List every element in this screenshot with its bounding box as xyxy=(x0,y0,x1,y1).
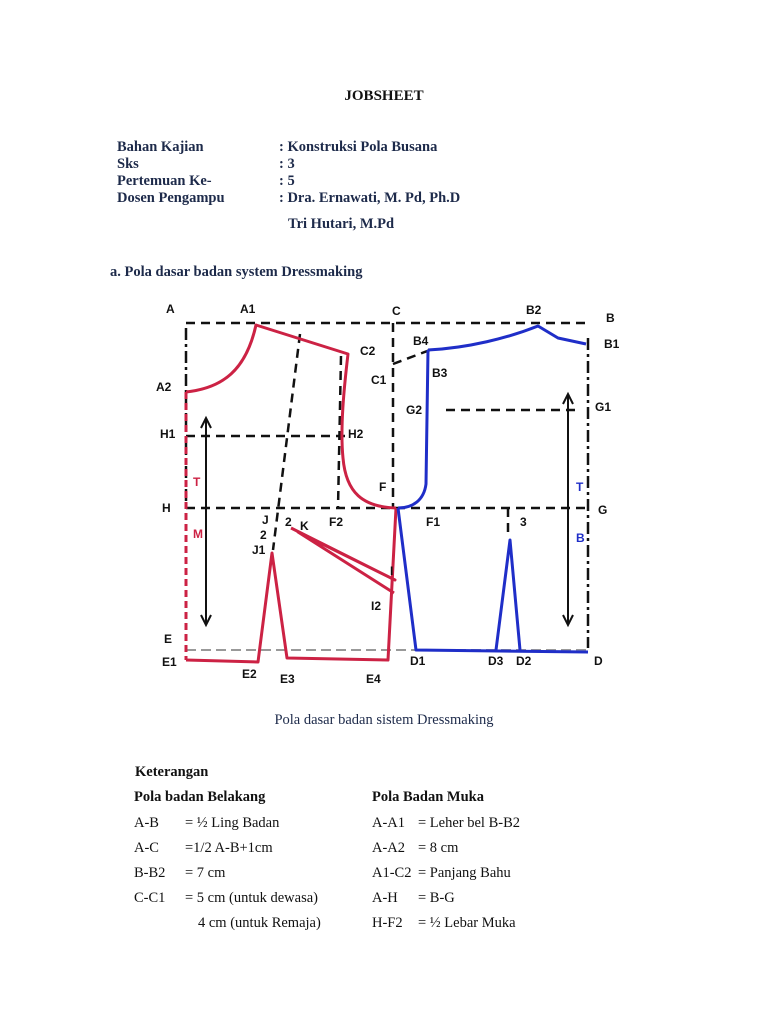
meta-label-bahan-kajian: Bahan Kajian xyxy=(117,139,204,155)
label-D2: D2 xyxy=(516,654,532,668)
meta-label-pertemuan: Pertemuan Ke- xyxy=(117,173,212,189)
label-B4: B4 xyxy=(413,334,429,348)
label-E2: E2 xyxy=(242,667,257,681)
row-left-desc: 4 cm (untuk Remaja) xyxy=(198,915,321,931)
label-M: M xyxy=(193,527,203,541)
meta-value-bahan-kajian: : Konstruksi Pola Busana xyxy=(279,139,438,155)
label-B1: B1 xyxy=(604,337,620,351)
col-head-back: Pola badan Belakang xyxy=(134,789,266,805)
front-dart xyxy=(496,540,520,650)
label-G1: G1 xyxy=(595,400,612,414)
front-shoulder xyxy=(428,326,586,350)
row-left-code: C-C1 xyxy=(134,890,166,906)
row-right-desc: = B-G xyxy=(418,890,455,906)
label-B3: B3 xyxy=(432,366,448,380)
label-D3: D3 xyxy=(488,654,504,668)
label-F: F xyxy=(379,480,387,494)
row-left-code: A-B xyxy=(134,815,159,831)
label-E3: E3 xyxy=(280,672,295,686)
label-C1: C1 xyxy=(371,373,387,387)
label-H2: H2 xyxy=(348,427,364,441)
col-head-front: Pola Badan Muka xyxy=(372,789,484,805)
label-A: A xyxy=(166,302,175,316)
keterangan-heading: Keterangan xyxy=(135,764,209,780)
label-I2: I2 xyxy=(371,599,382,613)
label-C2: C2 xyxy=(360,344,376,358)
figure-caption: Pola dasar badan sistem Dressmaking xyxy=(274,712,494,728)
front-lower-outline xyxy=(398,508,588,652)
label-I: I xyxy=(390,564,394,578)
label-F2: F2 xyxy=(329,515,344,529)
label-A2: A2 xyxy=(156,380,172,394)
label-3: 3 xyxy=(520,515,527,529)
row-left-code: B-B2 xyxy=(134,865,166,881)
label-T-back: T xyxy=(193,475,201,489)
label-E1: E1 xyxy=(162,655,177,669)
label-2b: 2 xyxy=(260,528,267,542)
row-right-desc: = ½ Lebar Muka xyxy=(418,915,516,931)
label-F1: F1 xyxy=(426,515,441,529)
label-A1: A1 xyxy=(240,302,256,316)
back-dart xyxy=(291,528,395,593)
label-J1: J1 xyxy=(252,543,266,557)
label-D: D xyxy=(594,654,603,668)
meta-label-dosen: Dosen Pengampu xyxy=(117,190,225,206)
label-E4: E4 xyxy=(366,672,381,686)
label-K: K xyxy=(300,519,309,533)
label-J: J xyxy=(262,513,269,527)
front-armhole xyxy=(398,350,428,508)
row-right-desc: = Panjang Bahu xyxy=(418,865,511,881)
label-B-front: B xyxy=(576,531,585,545)
section-heading: a. Pola dasar badan system Dressmaking xyxy=(110,264,363,280)
meta-value-dosen: : Dra. Ernawati, M. Pd, Ph.D xyxy=(279,190,461,206)
meta-value-sks: : 3 xyxy=(279,156,295,172)
page-title: JOBSHEET xyxy=(344,88,424,104)
label-T-front: T xyxy=(576,480,584,494)
label-B: B xyxy=(606,311,615,325)
pattern-diagram xyxy=(148,288,625,696)
label-2a: 2 xyxy=(285,515,292,529)
row-left-code: A-C xyxy=(134,840,159,856)
row-left-desc: =1/2 A-B+1cm xyxy=(185,840,273,856)
row-right-code: A-H xyxy=(372,890,398,906)
meta-value-dosen-2: Tri Hutari, M.Pd xyxy=(288,216,395,232)
label-G: G xyxy=(598,503,608,517)
meta-label-sks: Sks xyxy=(117,156,139,172)
row-right-desc: = 8 cm xyxy=(418,840,459,856)
line-c1-b4 xyxy=(393,350,430,364)
label-H: H xyxy=(162,501,171,515)
row-left-desc: = 7 cm xyxy=(185,865,226,881)
label-B2: B2 xyxy=(526,303,542,317)
row-right-code: A-A1 xyxy=(372,815,406,831)
row-left-desc: = ½ Ling Badan xyxy=(185,815,280,831)
row-right-code: H-F2 xyxy=(372,915,403,931)
line-c2-f2 xyxy=(338,356,341,508)
label-H1: H1 xyxy=(160,427,176,441)
label-G2: G2 xyxy=(406,403,423,417)
row-right-desc: = Leher bel B-B2 xyxy=(418,815,520,831)
label-C: C xyxy=(392,304,401,318)
label-D1: D1 xyxy=(410,654,426,668)
row-right-code: A1-C2 xyxy=(372,865,412,881)
row-left-desc: = 5 cm (untuk dewasa) xyxy=(185,890,318,906)
row-right-code: A-A2 xyxy=(372,840,406,856)
label-E: E xyxy=(164,632,173,646)
back-lower-outline xyxy=(186,508,396,662)
meta-value-pertemuan: : 5 xyxy=(279,173,295,189)
